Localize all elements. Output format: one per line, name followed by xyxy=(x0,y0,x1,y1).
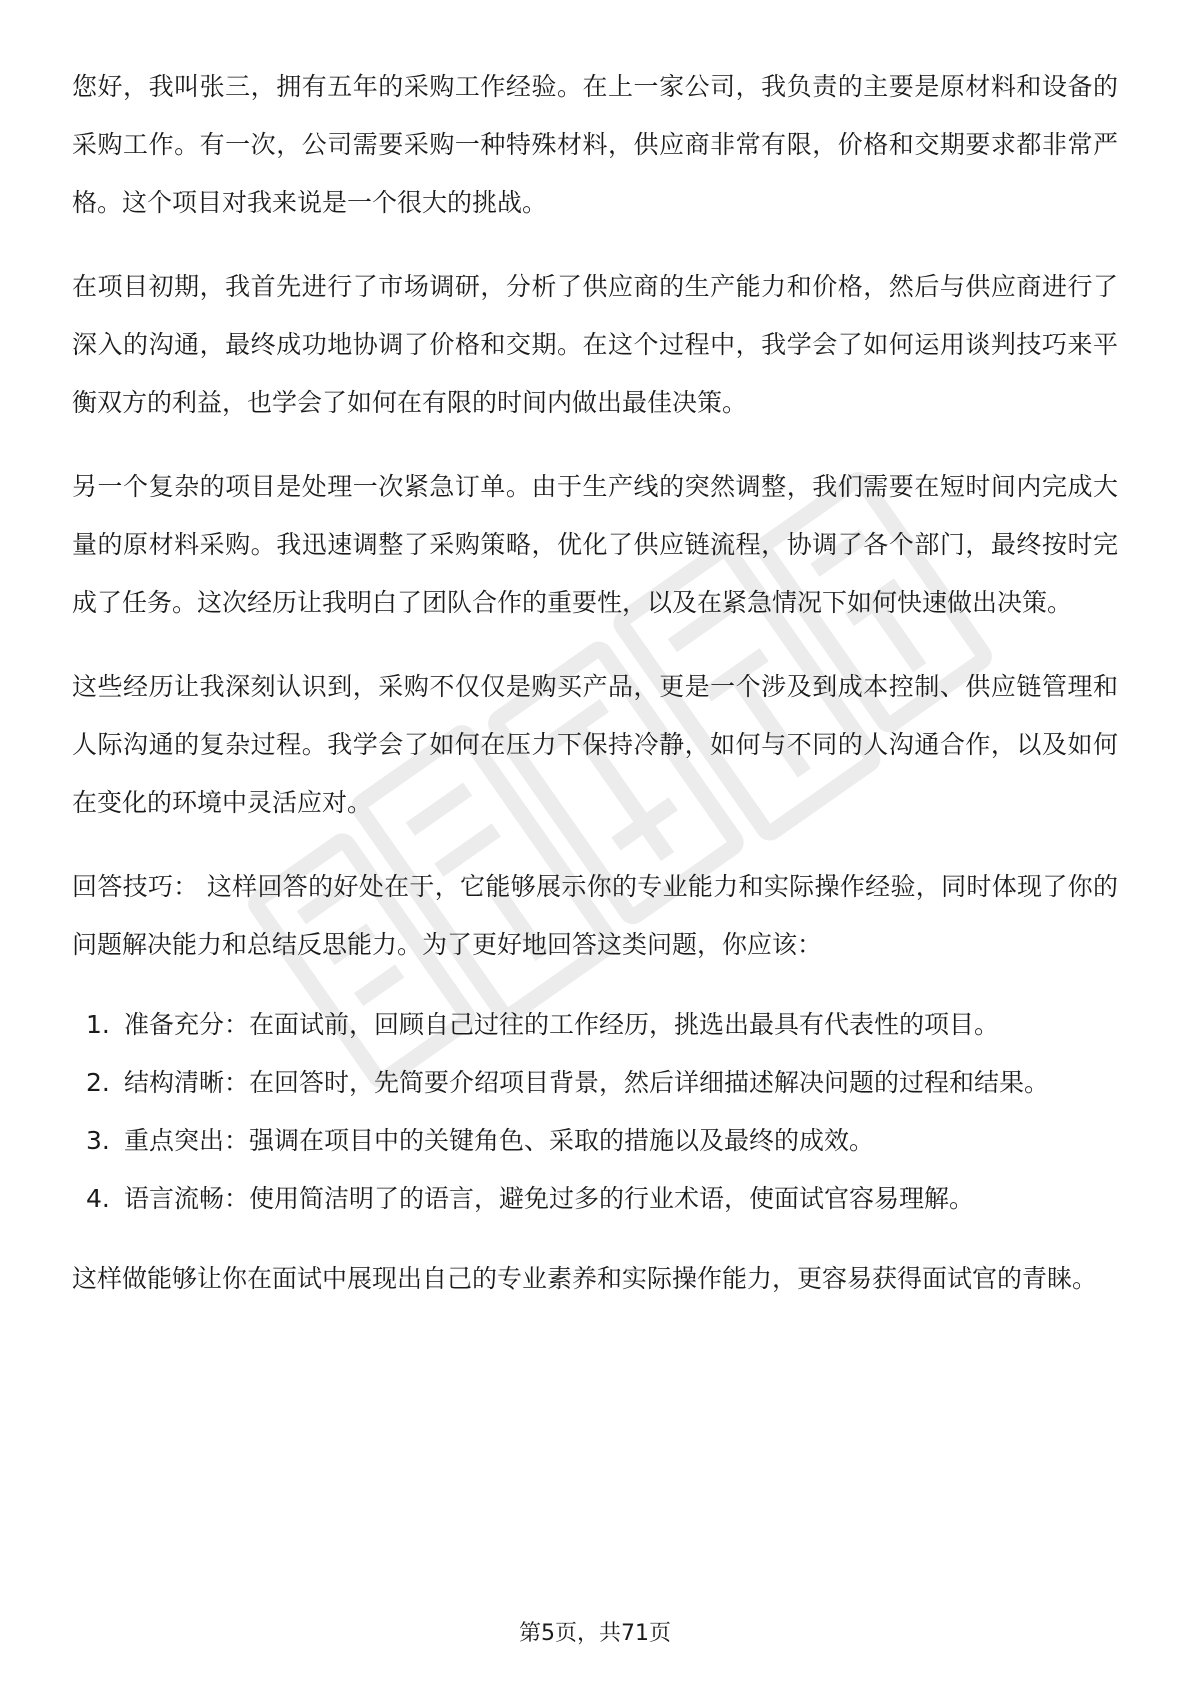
paragraph-reflection: 这些经历让我深刻认识到，采购不仅仅是购买产品，更是一个涉及到成本控制、供应链管理和人际沟通的复杂过程。我学会了如何在压力下保持冷静，如何与不同的人沟通合作，以及如何在变化的环境中灵活应对。 xyxy=(72,672,1118,817)
list-item xyxy=(72,996,1118,1054)
list-item-number: 2. xyxy=(86,1068,110,1097)
list-item-number: 3. xyxy=(86,1126,110,1155)
tips-list xyxy=(72,996,1118,1228)
paragraph-project-initial: 在项目初期，我首先进行了市场调研，分析了供应商的生产能力和价格，然后与供应商进行了深入的沟通，最终成功地协调了价格和交期。在这个过程中，我学会了如何运用谈判技巧来平衡双方的利益，也学会了如何在有限的时间内做出最佳决策。 xyxy=(72,272,1118,417)
list-item-text: 语言流畅：使用简洁明了的语言，避免过多的行业术语，使面试官容易理解。 xyxy=(124,1184,975,1213)
document-body xyxy=(72,58,1118,1334)
list-item-text: 重点突出：强调在项目中的关键角色、采取的措施以及最终的成效。 xyxy=(124,1126,875,1155)
page-number: 第5页，共71页 xyxy=(519,1621,671,1646)
list-item-number: 1. xyxy=(86,1010,110,1039)
paragraph-urgent-order: 另一个复杂的项目是处理一次紧急订单。由于生产线的突然调整，我们需要在短时间内完成大量的原材料采购。我迅速调整了采购策略，优化了供应链流程，协调了各个部门，最终按时完成了任务。这次经历让我明白了团队合作的重要性，以及在紧急情况下如何快速做出决策。 xyxy=(72,472,1118,617)
list-item-text: 结构清晰：在回答时，先简要介绍项目背景，然后详细描述解决问题的过程和结果。 xyxy=(124,1068,1050,1097)
list-item xyxy=(72,1112,1118,1170)
paragraph-answer-tips: 回答技巧： 这样回答的好处在于，它能够展示你的专业能力和实际操作经验，同时体现了你的问题解决能力和总结反思能力。为了更好地回答这类问题，你应该： xyxy=(72,872,1118,959)
paragraph-closing: 这样做能够让你在面试中展现出自己的专业素养和实际操作能力，更容易获得面试官的青睐。 xyxy=(72,1264,1098,1293)
paragraph-intro: 您好，我叫张三，拥有五年的采购工作经验。在上一家公司，我负责的主要是原材料和设备的采购工作。有一次，公司需要采购一种特殊材料，供应商非常有限，价格和交期要求都非常严格。这个项目对我来说是一个很大的挑战。 xyxy=(72,72,1118,217)
list-item xyxy=(72,1054,1118,1112)
list-item-text: 准备充分：在面试前，回顾自己过往的工作经历，挑选出最具有代表性的项目。 xyxy=(124,1010,1000,1039)
list-item xyxy=(72,1170,1118,1228)
list-item-number: 4. xyxy=(86,1184,110,1213)
